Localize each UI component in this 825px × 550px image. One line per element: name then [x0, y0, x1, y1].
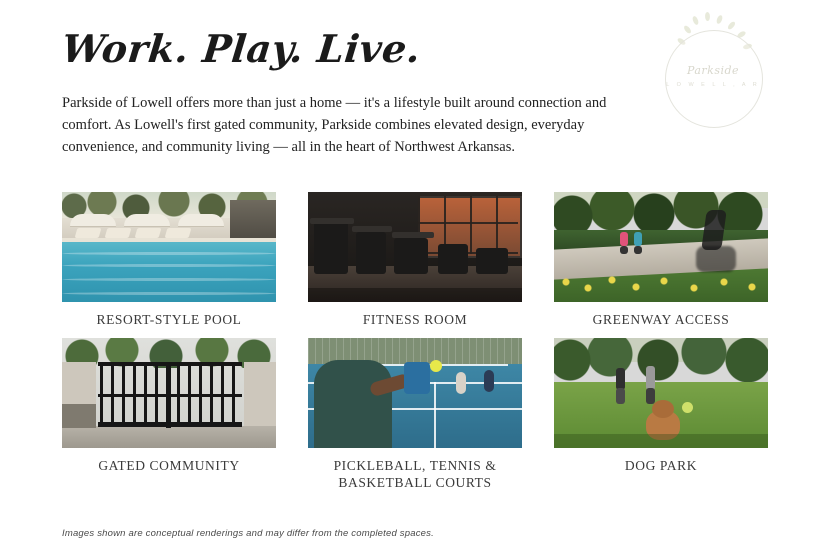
intro-paragraph: Parkside of Lowell offers more than just a home — it's a lifestyle built around connection and comfort. As Lowell's first gated community, Parkside combines elevated design, everyday convenience, and community living — all in the heart of Northwest Arkansas. [62, 95, 607, 155]
amenity-caption [308, 457, 522, 491]
leaf-icon [691, 15, 700, 25]
amenity-card-greenway [554, 192, 768, 328]
leaf-icon [716, 15, 723, 25]
leaf-icon [676, 37, 686, 46]
leaf-icon [682, 25, 692, 35]
watermark-subtitle: L O W E L L , A R [666, 82, 760, 88]
amenity-card-fitness [308, 192, 522, 328]
pool-photo [62, 192, 276, 302]
amenity-caption-line1: PICKLEBALL, TENNIS & [333, 458, 497, 473]
amenity-caption: DOG PARK [624, 458, 698, 473]
disclaimer-text: Images shown are conceptual renderings and may differ from the completed spaces. [62, 528, 434, 539]
gate-photo [62, 338, 276, 448]
watermark-circle [665, 30, 763, 128]
leaf-icon [742, 42, 752, 50]
amenity-caption: RESORT-STYLE POOL [96, 312, 242, 327]
leaf-icon [704, 12, 710, 22]
amenity-caption: GATED COMMUNITY [98, 458, 240, 473]
amenity-card-pool [62, 192, 276, 328]
leaf-icon [736, 30, 746, 39]
amenity-card-dogpark [554, 338, 768, 491]
parkside-watermark-logo [659, 12, 777, 130]
amenity-caption-line2: BASKETBALL COURTS [338, 475, 492, 490]
amenity-caption: FITNESS ROOM [362, 312, 468, 327]
leaf-icon [727, 20, 736, 30]
amenity-card-courts [308, 338, 522, 491]
page-title: Work. Play. Live. [59, 26, 424, 71]
amenity-grid [62, 192, 768, 491]
amenity-caption: GREENWAY ACCESS [592, 312, 730, 327]
greenway-photo [554, 192, 768, 302]
watermark-name: Parkside [686, 64, 740, 77]
pickleball-photo [308, 338, 522, 448]
fitness-photo [308, 192, 522, 302]
dogpark-photo [554, 338, 768, 448]
amenity-card-gate [62, 338, 276, 491]
